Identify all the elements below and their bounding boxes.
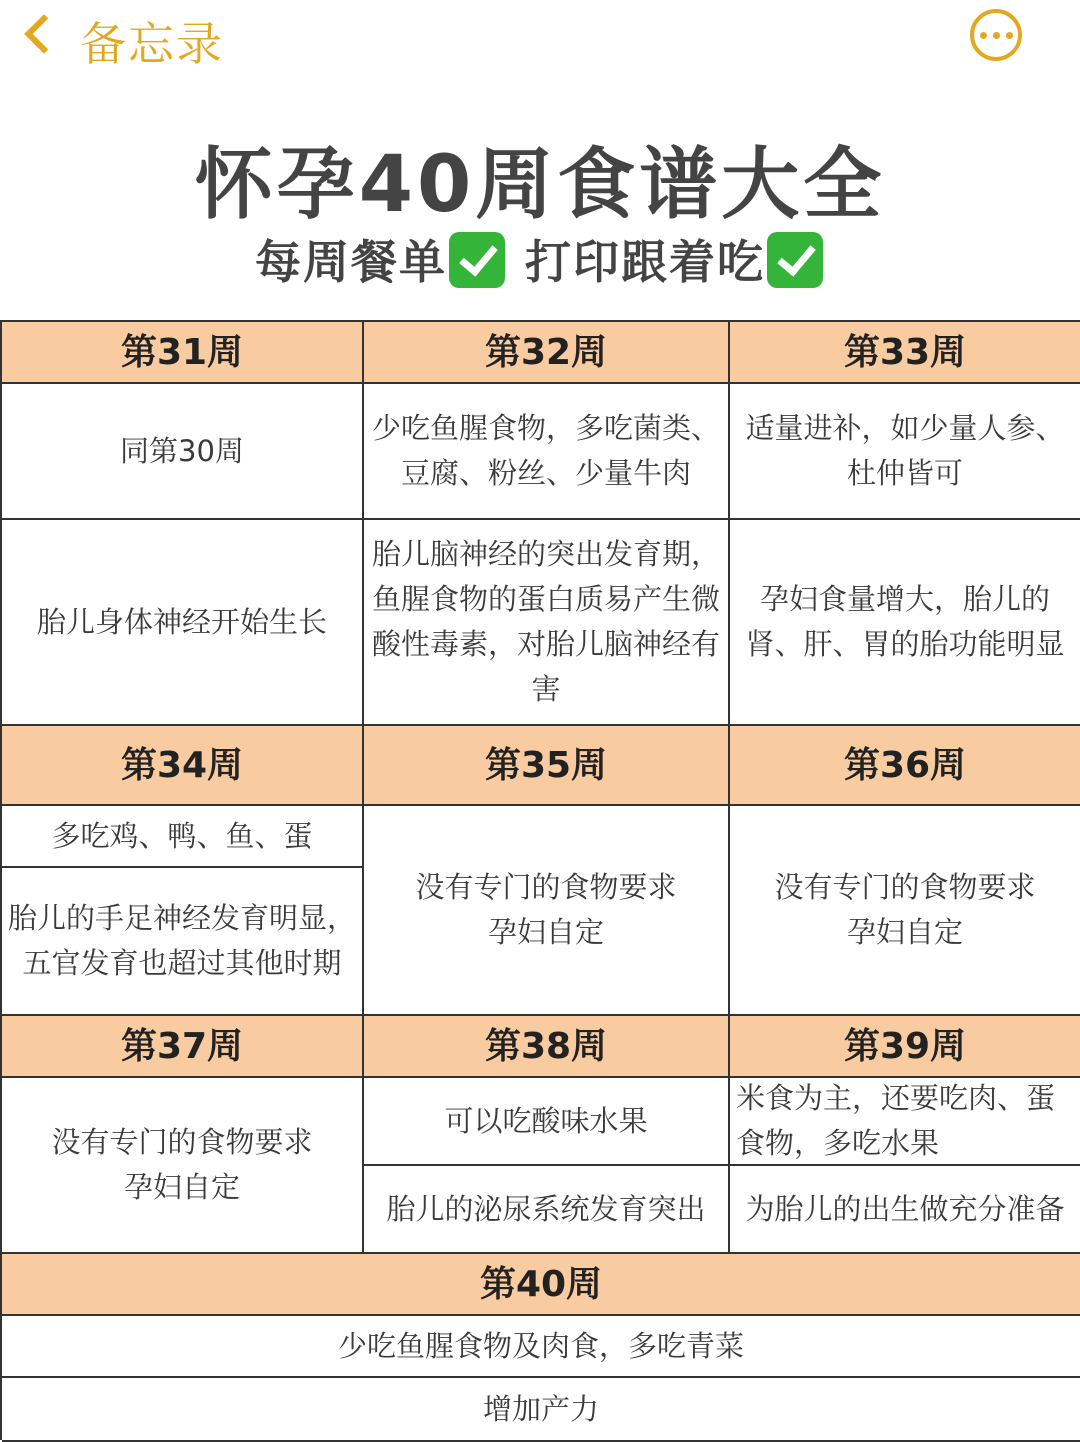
week-36-header: 第36周 (730, 726, 1080, 806)
week-38-note: 胎儿的泌尿系统发育突出 (364, 1166, 730, 1254)
week-32-note: 胎儿脑神经的突出发育期，鱼腥食物的蛋白质易产生微酸性毒素，对胎儿脑神经有害 (364, 520, 730, 726)
week-36-text: 没有专门的食物要求 孕妇自定 (730, 806, 1080, 1016)
more-dot-icon (980, 32, 987, 39)
week-40-header: 第40周 (2, 1254, 1080, 1316)
more-button[interactable] (970, 9, 1022, 61)
subtitle-part2: 打印跟着吃 (525, 235, 765, 289)
week-34-header: 第34周 (2, 726, 364, 806)
week-38-diet: 可以吃酸味水果 (364, 1078, 730, 1166)
check-mark-icon (449, 232, 505, 288)
week-40-diet: 少吃鱼腥食物及肉食，多吃青菜 (2, 1316, 1080, 1378)
week-31-header: 第31周 (2, 322, 364, 384)
page-subtitle (0, 226, 1080, 292)
more-dot-icon (993, 32, 1000, 39)
week-39-note: 为胎儿的出生做充分准备 (730, 1166, 1080, 1254)
week-38-header: 第38周 (364, 1016, 730, 1078)
week-39-header: 第39周 (730, 1016, 1080, 1078)
week-37-header: 第37周 (2, 1016, 364, 1078)
week-33-diet: 适量进补，如少量人参、杜仲皆可 (730, 384, 1080, 520)
check-mark-icon (767, 232, 823, 288)
week-31-note: 胎儿身体神经开始生长 (2, 520, 364, 726)
week-34-note: 胎儿的手足神经发育明显，五官发育也超过其他时期 (2, 868, 364, 1016)
chevron-left-icon[interactable] (24, 14, 64, 54)
week-40-note: 增加产力 (2, 1378, 1080, 1442)
week-35-header: 第35周 (364, 726, 730, 806)
week-37-text: 没有专门的食物要求 孕妇自定 (2, 1078, 364, 1254)
week-33-note: 孕妇食量增大，胎儿的肾、肝、胃的胎功能明显 (730, 520, 1080, 726)
week-34-diet: 多吃鸡、鸭、鱼、蛋 (2, 806, 364, 868)
week-39-diet: 米食为主，还要吃肉、蛋食物，多吃水果 (730, 1078, 1080, 1166)
week-31-diet: 同第30周 (2, 384, 364, 520)
page-title: 怀孕40周食谱大全 (194, 140, 886, 230)
more-dot-icon (1006, 32, 1013, 39)
back-label[interactable]: 备忘录 (80, 17, 224, 71)
week-32-diet: 少吃鱼腥食物，多吃菌类、豆腐、粉丝、少量牛肉 (364, 384, 730, 520)
week-32-header: 第32周 (364, 322, 730, 384)
nav-bar (0, 0, 1080, 80)
week-35-text: 没有专门的食物要求 孕妇自定 (364, 806, 730, 1016)
week-33-header: 第33周 (730, 322, 1080, 384)
subtitle-part1: 每周餐单 (254, 235, 447, 289)
weekly-diet-table (0, 320, 1080, 1440)
